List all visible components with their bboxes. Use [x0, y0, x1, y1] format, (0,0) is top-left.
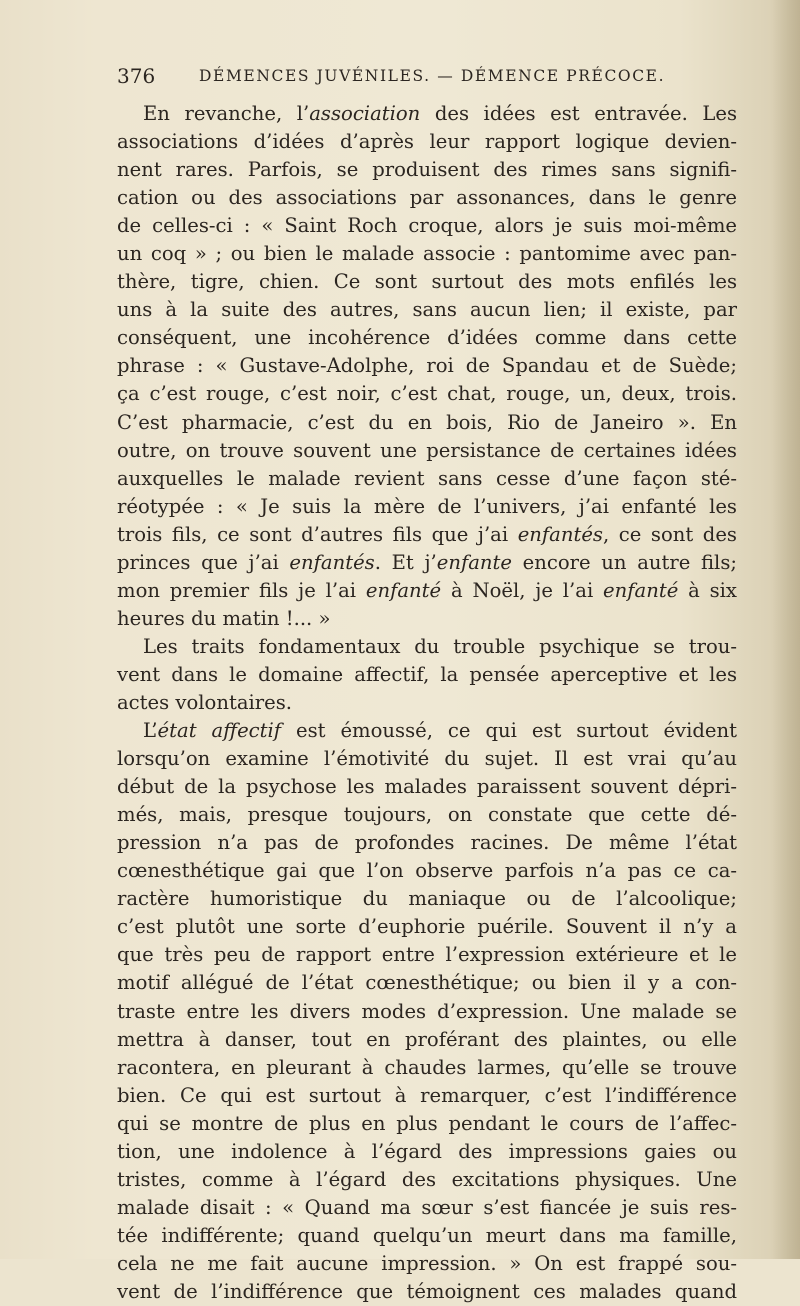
text-line — [117, 857, 737, 885]
text-segment: lorsqu’on examine l’émotivité du sujet. Il est vrai qu’au — [117, 747, 737, 771]
text-segment: traste entre les divers modes d’expression. Une malade se — [117, 999, 737, 1023]
text-segment: En revanche, l’ — [143, 102, 310, 125]
text-segment: tristes, comme à l’égard des excitations physiques. Une — [117, 1167, 737, 1191]
text-line — [117, 465, 737, 493]
text-segment: L’ — [143, 719, 158, 743]
italic-text: état affectif — [157, 719, 282, 743]
text-segment: mon premier fils je l’ai — [117, 578, 366, 602]
text-segment: ractère humoristique du maniaque ou de l’alcoolique; — [117, 887, 737, 911]
text-line — [117, 1082, 737, 1110]
text-line — [117, 493, 737, 521]
text-line — [117, 1110, 737, 1138]
text-line — [117, 352, 737, 380]
text-line — [117, 577, 737, 605]
text-line — [117, 633, 737, 661]
text-line — [117, 324, 737, 352]
text-segment: Les traits fondamentaux du trouble psychique se trou- — [143, 634, 737, 658]
text-segment: conséquent, une incohérence d’idées comme dans cette — [117, 326, 737, 350]
text-line — [117, 380, 737, 408]
text-segment: un coq » ; ou bien le malade associe : pantomime avec pan- — [117, 242, 737, 266]
text-line — [117, 409, 737, 437]
text-segment: de celles-ci : « Saint Roch croque, alors je suis moi-même — [117, 214, 737, 238]
text-line — [117, 829, 737, 857]
text-segment: princes que j’ai — [117, 550, 290, 574]
text-line — [117, 521, 737, 549]
text-segment: que très peu de rapport entre l’expression extérieure et le — [117, 943, 737, 967]
text-line — [117, 605, 737, 633]
text-segment: tion, une indolence à l’égard des impressions gaies ou — [117, 1139, 737, 1163]
text-line — [117, 156, 737, 184]
text-segment: . Et j’ — [374, 550, 437, 574]
italic-text: enfanté — [603, 578, 679, 602]
italic-text: enfanté — [365, 578, 442, 602]
running-header — [117, 64, 737, 92]
text-line — [117, 549, 737, 577]
text-segment: vent de l’indifférence que témoignent ces malades quand — [117, 1279, 737, 1303]
text-line — [117, 1026, 737, 1054]
text-segment: bien. Ce qui est surtout à remarquer, c’est l’indifférence — [117, 1083, 737, 1107]
italic-text: enfante — [436, 550, 513, 574]
text-segment: à six — [678, 578, 737, 602]
text-segment: début de la psychose les malades paraissent souvent dépri- — [117, 775, 737, 799]
text-segment: réotypée : « Je suis la mère de l’univers, j’ai enfanté les — [117, 494, 737, 518]
text-segment: à Noël, je l’ai — [441, 578, 604, 602]
text-line — [117, 969, 737, 997]
text-segment: thère, tigre, chien. Ce sont surtout des mots enfilés les — [117, 270, 737, 294]
text-segment: est émoussé, ce qui est surtout évident — [281, 719, 738, 743]
text-line — [117, 717, 737, 745]
text-line — [117, 941, 737, 969]
italic-text: enfantés — [289, 550, 375, 574]
text-segment: encore un autre fils; — [512, 550, 737, 574]
text-segment: C’est pharmacie, c’est du en bois, Rio de Janeiro ». En — [117, 410, 737, 434]
text-segment: pression n’a pas de profondes racines. De même l’état — [117, 831, 737, 855]
page-number: 376 — [117, 64, 156, 88]
text-line — [117, 240, 737, 268]
italic-text: association — [309, 102, 421, 125]
text-line — [117, 1166, 737, 1194]
text-segment: heures du matin !... » — [117, 606, 331, 630]
text-line — [117, 1222, 737, 1250]
text-segment: auxquelles le malade revient sans cesse d’une façon sté- — [117, 466, 737, 490]
text-segment: actes volontaires. — [117, 690, 293, 714]
text-line — [117, 1054, 737, 1082]
text-line — [117, 1250, 737, 1278]
page-edge-shadow — [772, 0, 800, 1259]
text-line — [117, 437, 737, 465]
text-line — [117, 661, 737, 689]
running-title: DÉMENCES JUVÉNILES. — DÉMENCE PRÉCOCE. — [199, 67, 666, 85]
text-segment: més, mais, presque toujours, on constate que cette dé- — [117, 803, 737, 827]
text-segment: cœnesthétique gai que l’on observe parfois n’a pas ce ca- — [117, 859, 737, 883]
text-segment: phrase : « Gustave-Adolphe, roi de Spandau et de Suède; — [117, 354, 737, 378]
text-segment: nent rares. Parfois, se produisent des rimes sans signifi- — [117, 158, 737, 182]
text-line — [117, 689, 737, 717]
text-segment: tée indifférente; quand quelqu’un meurt dans ma famille, — [117, 1223, 737, 1247]
text-segment: motif allégué de l’état cœnesthétique; ou bien il y a con- — [117, 971, 737, 995]
text-line — [117, 913, 737, 941]
text-segment: malade disait : « Quand ma sœur s’est fiancée je suis res- — [117, 1195, 737, 1219]
text-segment: c’est plutôt une sorte d’euphorie puérile. Souvent il n’y a — [117, 915, 737, 939]
text-line — [117, 1194, 737, 1222]
text-line — [117, 998, 737, 1026]
text-line — [117, 296, 737, 324]
text-segment: cela ne me fait aucune impression. » On est frappé sou- — [117, 1251, 737, 1275]
text-line — [117, 100, 737, 128]
text-line — [117, 773, 737, 801]
text-segment: associations d’idées d’après leur rapport logique devien- — [117, 130, 737, 154]
text-segment: des idées est entravée. Les — [420, 102, 738, 125]
text-line — [117, 1138, 737, 1166]
text-segment: vent dans le domaine affectif, la pensée aperceptive et les — [117, 662, 737, 686]
text-line — [117, 212, 737, 240]
text-line — [117, 184, 737, 212]
body-text — [117, 100, 737, 1306]
text-segment: cation ou des associations par assonances, dans le genre — [117, 186, 737, 210]
text-line — [117, 128, 737, 156]
text-line — [117, 1278, 737, 1306]
text-segment: ça c’est rouge, c’est noir, c’est chat, rouge, un, deux, trois. — [117, 382, 737, 406]
text-segment: uns à la suite des autres, sans aucun lien; il existe, par — [117, 298, 737, 322]
text-segment: mettra à danser, tout en proférant des plaintes, ou elle — [117, 1027, 737, 1051]
text-line — [117, 801, 737, 829]
text-segment: outre, on trouve souvent une persistance de certaines idées — [117, 438, 737, 462]
text-segment: racontera, en pleurant à chaudes larmes, qu’elle se trouve — [117, 1055, 737, 1079]
text-segment: trois fils, ce sont d’autres fils que j’ai — [117, 522, 518, 546]
italic-text: enfantés — [517, 522, 603, 546]
text-line — [117, 745, 737, 773]
text-segment: qui se montre de plus en plus pendant le cours de l’affec- — [117, 1111, 737, 1135]
text-line — [117, 268, 737, 296]
text-line — [117, 885, 737, 913]
text-segment: , ce sont des — [602, 522, 737, 546]
